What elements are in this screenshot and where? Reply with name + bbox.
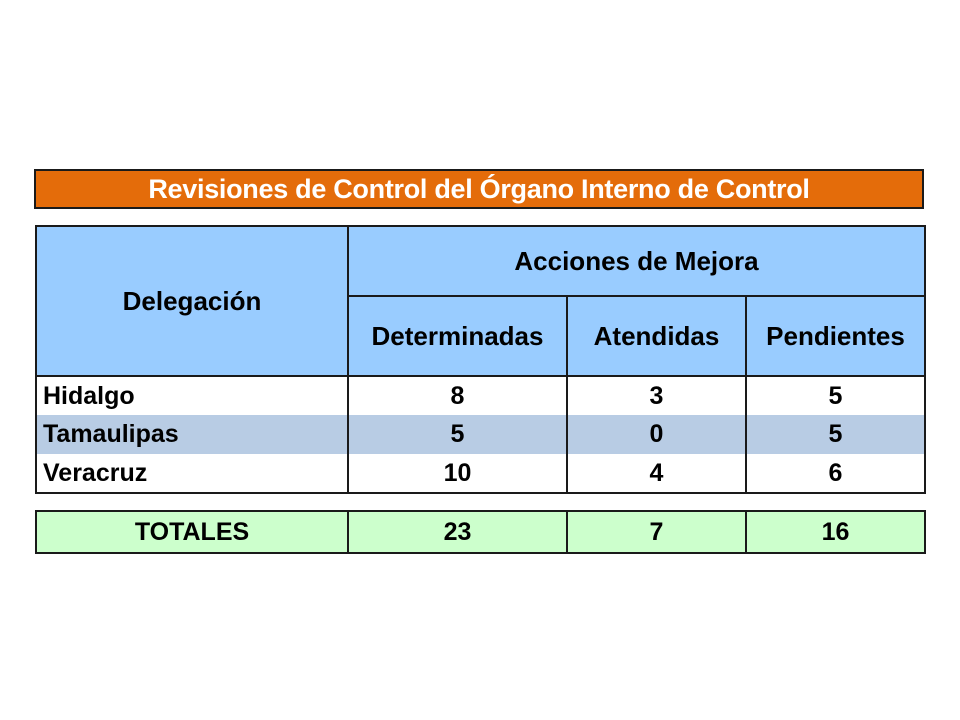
header-delegacion: Delegación [36, 226, 348, 376]
totals-table [35, 510, 926, 554]
header-atendidas: Atendidas [567, 296, 746, 376]
row-atendidas: 0 [567, 415, 746, 454]
row-pendientes: 5 [746, 415, 925, 454]
row-determinadas: 5 [348, 415, 567, 454]
row-determinadas: 10 [348, 454, 567, 493]
totals-determinadas: 23 [348, 511, 567, 553]
table-row [36, 454, 925, 493]
header-determinadas: Determinadas [348, 296, 567, 376]
totals-pendientes: 16 [746, 511, 925, 553]
header-acciones-de-mejora: Acciones de Mejora [348, 226, 925, 296]
row-atendidas: 4 [567, 454, 746, 493]
row-name: Tamaulipas [36, 415, 348, 454]
acciones-table [35, 225, 926, 494]
row-determinadas: 8 [348, 376, 567, 415]
table-row [36, 415, 925, 454]
row-name: Hidalgo [36, 376, 348, 415]
row-name: Veracruz [36, 454, 348, 493]
totals-atendidas: 7 [567, 511, 746, 553]
table-title: Revisiones de Control del Órgano Interno de Control [34, 169, 924, 209]
totals-row [36, 511, 925, 553]
totals-label: TOTALES [36, 511, 348, 553]
row-pendientes: 5 [746, 376, 925, 415]
header-pendientes: Pendientes [746, 296, 925, 376]
table-row [36, 376, 925, 415]
row-atendidas: 3 [567, 376, 746, 415]
row-pendientes: 6 [746, 454, 925, 493]
